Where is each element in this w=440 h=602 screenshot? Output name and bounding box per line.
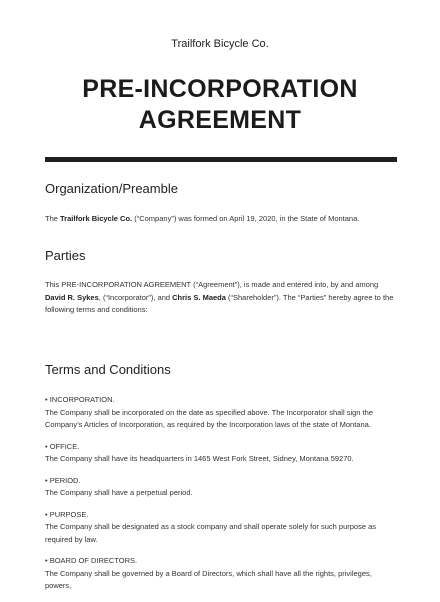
term-item bbox=[45, 509, 400, 547]
term-item bbox=[45, 555, 400, 593]
shareholder-name: Chris S. Maeda bbox=[172, 292, 226, 302]
org-text-before: The bbox=[45, 214, 61, 223]
organization-paragraph bbox=[45, 213, 400, 226]
org-company-name: Trailfork Bicycle Co. bbox=[60, 214, 133, 223]
term-item bbox=[45, 475, 400, 500]
term-item bbox=[45, 394, 400, 432]
term-title: • PURPOSE. bbox=[45, 509, 89, 519]
incorporator-name: David R. Sykes bbox=[45, 292, 99, 302]
parties-paragraph bbox=[45, 279, 400, 317]
term-title: • BOARD OF DIRECTORS. bbox=[45, 556, 138, 565]
title-line-1: PRE-INCORPORATION bbox=[82, 75, 358, 103]
incorporator-role: , (“Incorporator”), and bbox=[98, 292, 173, 302]
document-title bbox=[0, 74, 440, 136]
term-title: • OFFICE. bbox=[45, 441, 80, 451]
parties-rest: (“Shareholder”). The “Parties” hereby agree to the following terms and conditions: bbox=[45, 292, 394, 314]
term-title: • INCORPORATION. bbox=[45, 395, 115, 404]
term-body: The Company shall have its headquarters in 1465 West Fork Street, Sidney, Montana 59270. bbox=[45, 454, 354, 463]
terms-list bbox=[45, 394, 400, 602]
terms-heading: Terms and Conditions bbox=[45, 362, 171, 377]
parties-heading: Parties bbox=[45, 248, 86, 263]
organization-heading: Organization/Preamble bbox=[45, 181, 178, 196]
term-body: The Company shall be incorporated on the date as specified above. The Incorporator shall sign the Company’s Articles of Incorporation, as required by the Incorporation laws of the state of Montana. bbox=[45, 407, 373, 429]
title-divider bbox=[45, 157, 397, 162]
parties-intro: This PRE-INCORPORATION AGREEMENT (“Agreement”), is made and entered into, by and among bbox=[45, 280, 379, 289]
title-line-2: AGREEMENT bbox=[138, 106, 302, 134]
term-item bbox=[45, 441, 400, 466]
term-body: The Company shall have a perpetual period. bbox=[45, 488, 193, 497]
term-body: The Company shall be governed by a Board of Directors, which shall have all the rights, privileges, powers, bbox=[45, 568, 372, 590]
company-name: Trailfork Bicycle Co. bbox=[171, 38, 269, 50]
term-title: • PERIOD. bbox=[45, 475, 81, 485]
term-body: The Company shall be designated as a stock company and shall operate solely for such purpose as required by law. bbox=[45, 522, 377, 544]
org-text-after: (“Company”) was formed on April 19, 2020, in the State of Montana. bbox=[132, 214, 360, 223]
